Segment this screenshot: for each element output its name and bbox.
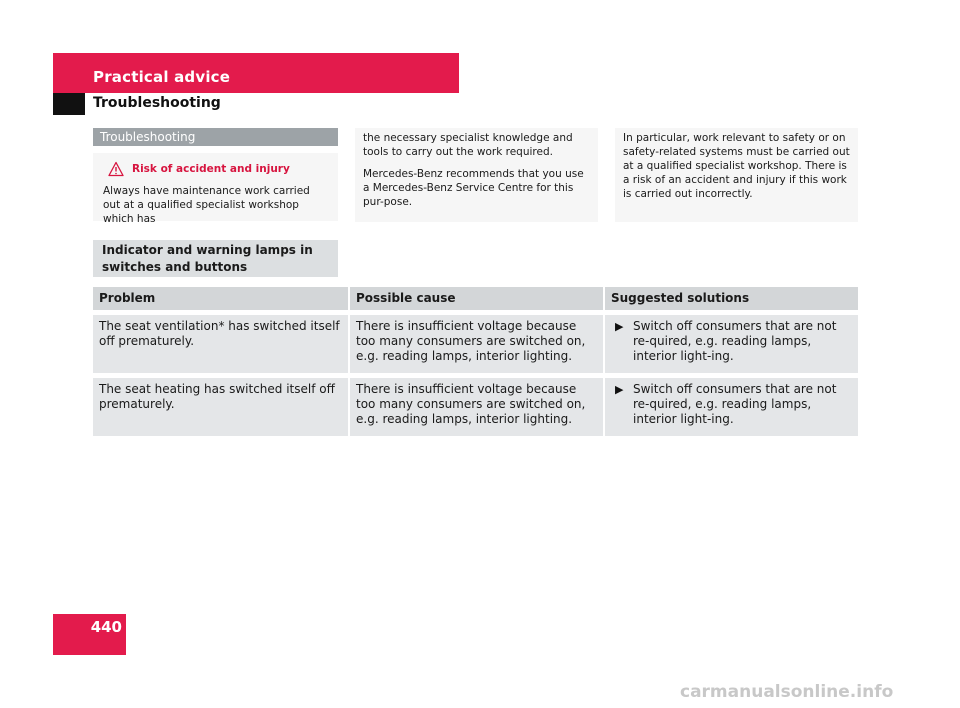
header-suggested-solutions: Suggested solutions xyxy=(603,287,858,310)
chapter-header xyxy=(53,53,459,93)
watermark: carmanualsonline.info xyxy=(680,682,894,702)
right-paragraph-1: In particular, work relevant to safety or on safety-related systems must be carried out at a qualified specialist workshop. There is a risk of an accident and injury if this work is carried out incorrectly. xyxy=(623,132,850,200)
middle-paragraph-1: the necessary specialist knowledge and tools to carry out the work required. xyxy=(363,132,573,158)
solution-cell xyxy=(603,310,858,373)
section-title: Troubleshooting xyxy=(93,95,221,111)
section-marker xyxy=(53,93,85,115)
troubleshooting-table xyxy=(93,287,858,436)
bullet-arrow-icon: ▶ xyxy=(615,320,624,333)
cause-cell: There is insufficient voltage because too many consumers are switched on, e.g. reading lamps, interior lighting. xyxy=(348,310,603,373)
section-bar-troubleshooting: Troubleshooting xyxy=(93,128,338,146)
middle-paragraph-2: Mercedes-Benz recommends that you use a Mercedes-Benz Service Centre for this pur-pose. xyxy=(363,168,584,208)
cause-cell: There is insufficient voltage because too many consumers are switched on, e.g. reading lamps, interior lighting. xyxy=(348,373,603,436)
warning-box xyxy=(93,153,338,225)
right-column-text xyxy=(615,128,858,222)
bullet-arrow-icon: ▶ xyxy=(615,383,624,396)
subsection-heading: Indicator and warning lamps in switches and buttons xyxy=(93,240,338,277)
table-header-row xyxy=(93,287,858,310)
header-problem: Problem xyxy=(93,287,348,310)
warning-triangle-icon xyxy=(108,161,124,177)
problem-cell: The seat heating has switched itself off prematurely. xyxy=(93,373,348,436)
warning-text: Always have maintenance work carried out at a qualified specialist workshop which has xyxy=(103,185,310,225)
middle-column-text xyxy=(355,128,598,222)
chapter-title: Practical advice xyxy=(93,68,231,86)
solution-text: Switch off consumers that are not re-quired, e.g. reading lamps, interior light-ing. xyxy=(633,319,837,363)
page-number: 440 xyxy=(53,614,126,655)
table-row xyxy=(93,373,858,436)
solution-cell xyxy=(603,373,858,436)
table-row xyxy=(93,310,858,373)
header-possible-cause: Possible cause xyxy=(348,287,603,310)
warning-heading xyxy=(108,161,328,177)
problem-cell: The seat ventilation* has switched itself off prematurely. xyxy=(93,310,348,373)
solution-text: Switch off consumers that are not re-quired, e.g. reading lamps, interior light-ing. xyxy=(633,382,837,426)
warning-title: Risk of accident and injury xyxy=(132,163,290,175)
